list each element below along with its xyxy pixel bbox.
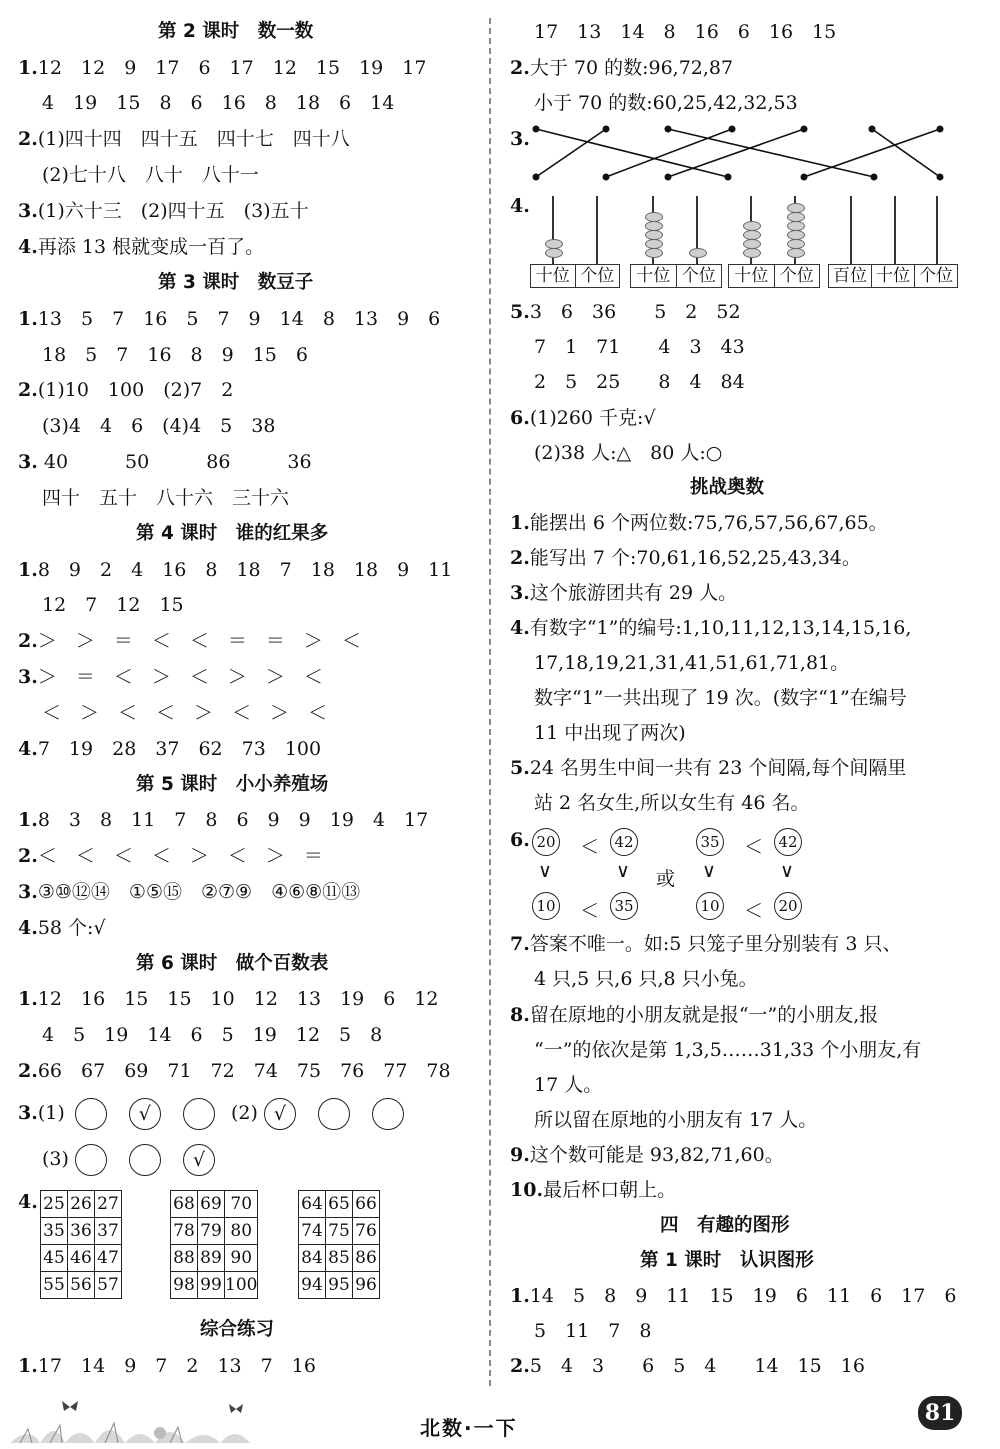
circled-number: 20 (774, 892, 802, 920)
grid-row (41, 1245, 122, 1272)
greater-than-sign: ∨ (780, 860, 794, 882)
question-number: 7. (510, 933, 530, 955)
answer-line: 2 5 25 8 4 84 (534, 371, 745, 393)
answer-line (510, 509, 888, 537)
answer-line (18, 125, 350, 153)
answer-text: ＞ ＝ ＜ ＞ ＜ ＞ ＞ ＜ (37, 666, 323, 688)
question-number: 4. (18, 1191, 38, 1213)
question-number: 1. (18, 809, 38, 831)
greater-than-sign: ∨ (538, 860, 552, 882)
section-heading: 第 3 课时 数豆子 (158, 272, 314, 293)
answer-text: 24 名男生中间一共有 23 个间隔,每个间隔里 (529, 757, 907, 779)
grid-cell: 85 (326, 1245, 353, 1272)
answer-text: 能摆出 6 个两位数:75,76,57,56,67,65。 (529, 512, 888, 534)
page-number: 81 (918, 1396, 962, 1430)
answer-text: 17 14 9 7 2 13 7 16 (37, 1355, 316, 1377)
question-number: 3. (18, 1102, 38, 1124)
answer-line (18, 556, 452, 584)
place-label: 个位 (919, 266, 953, 286)
answer-text: 7 19 28 37 62 73 100 (37, 738, 322, 760)
grid-cell: 55 (41, 1272, 68, 1299)
part-label: (3) (42, 1148, 69, 1170)
section-heading: 综合练习 (200, 1319, 275, 1340)
grid-row (299, 1245, 380, 1272)
circled-number: 42 (774, 828, 802, 856)
grid-row (171, 1245, 258, 1272)
grid-cell: 100 (225, 1272, 258, 1299)
checked-circle: √ (264, 1098, 296, 1130)
answer-line (18, 233, 264, 261)
book-subject-label: 北数·一下 (420, 1416, 518, 1440)
grid-cell: 78 (171, 1218, 198, 1245)
place-label: 十位 (531, 265, 576, 287)
less-than-sign: ＜ (580, 900, 600, 922)
question-number: 1. (18, 57, 38, 79)
circled-number: 20 (532, 828, 560, 856)
greater-than-sign: ∨ (616, 860, 630, 882)
grid-cell: 80 (225, 1218, 258, 1245)
question-number: 1. (18, 1355, 38, 1377)
answer-line (510, 125, 530, 153)
grid-cell: 99 (198, 1272, 225, 1299)
answer-text: ＞ ＞ ＝ ＜ ＜ ＝ ＝ ＞ ＜ (37, 630, 361, 652)
answer-line (510, 1352, 865, 1380)
answer-line (510, 1141, 784, 1169)
answer-line (510, 1282, 956, 1310)
section-heading: 第 2 课时 数一数 (158, 21, 314, 42)
question-number: 1. (18, 988, 38, 1010)
grid-row (299, 1272, 380, 1299)
answer-line: 站 2 名女生,所以女生有 46 名。 (534, 792, 810, 814)
grid-cell: 56 (68, 1272, 95, 1299)
answer-line (510, 192, 530, 220)
circled-number: 35 (696, 828, 724, 856)
grid-cell: 95 (326, 1272, 353, 1299)
question-number: 6. (510, 829, 530, 851)
answer-text: 58 个:√ (37, 917, 106, 939)
answer-line (510, 826, 530, 854)
question-number: 3. (18, 200, 38, 222)
answer-line: 数字“1”一共出现了 19 次。(数字“1”在编号 (534, 687, 907, 709)
question-number: 1. (510, 512, 530, 534)
grid-cell: 68 (171, 1191, 198, 1218)
question-number: 1. (18, 559, 38, 581)
grid-row (299, 1218, 380, 1245)
grid-cell: 26 (68, 1191, 95, 1218)
empty-circle (129, 1144, 161, 1176)
section-heading: 挑战奥数 (690, 477, 765, 498)
answer-text: (1)四十四 四十五 四十七 四十八 (37, 128, 350, 150)
answer-line (510, 614, 911, 642)
question-number: 2. (18, 845, 38, 867)
answer-text: ③⑩⑫⑭ ①⑤⑮ ②⑦⑨ ④⑥⑧⑪⑬ (37, 881, 361, 903)
answer-line (18, 1188, 38, 1216)
answer-text: 留在原地的小朋友就是报“一”的小朋友,报 (529, 1004, 879, 1026)
circled-number: 42 (610, 828, 638, 856)
answer-line (18, 1352, 316, 1380)
grid-row (41, 1191, 122, 1218)
answer-text: 14 5 8 9 11 15 19 6 11 6 17 6 (529, 1285, 957, 1307)
answer-text: 这个数可能是 93,82,71,60。 (529, 1144, 784, 1166)
answer-text: (1)10 100 (2)7 2 (37, 379, 234, 401)
answer-text: 答案不唯一。如:5 只笼子里分别装有 3 只、 (529, 933, 902, 955)
question-number: 3. (18, 666, 38, 688)
answer-text: 大于 70 的数:96,72,87 (529, 57, 734, 79)
answer-line: 11 中出现了两次) (534, 722, 686, 744)
circled-number: 10 (696, 892, 724, 920)
question-number: 4. (18, 236, 38, 258)
hundred-table-fragment (298, 1190, 380, 1299)
question-number: 2. (18, 630, 38, 652)
answer-line (18, 627, 361, 655)
grid-row (171, 1218, 258, 1245)
grid-cell: 27 (95, 1191, 122, 1218)
column-divider (489, 18, 491, 1386)
abacus (728, 192, 820, 288)
section-heading: 第 5 课时 小小养殖场 (136, 774, 329, 795)
grid-cell: 64 (299, 1191, 326, 1218)
grid-cell: 70 (225, 1191, 258, 1218)
question-number: 8. (510, 1004, 530, 1026)
question-number: 4. (510, 195, 530, 217)
answer-text: 66 67 69 71 72 74 75 76 77 78 (37, 1060, 451, 1082)
answer-line (18, 806, 428, 834)
answer-text: 3 6 36 5 2 52 (529, 301, 741, 323)
question-number: 1. (510, 1285, 530, 1307)
grid-cell: 66 (353, 1191, 380, 1218)
grid-row (41, 1272, 122, 1299)
question-number: 1. (18, 308, 38, 330)
grid-cell: 45 (41, 1245, 68, 1272)
answer-line: (2)七十八 八十 八十一 (42, 164, 259, 186)
less-than-sign: ＜ (744, 900, 764, 922)
section-heading: 第 6 课时 做个百数表 (136, 953, 329, 974)
question-number: 2. (510, 57, 530, 79)
grid-cell: 88 (171, 1245, 198, 1272)
question-number: 3. (510, 582, 530, 604)
checked-circle: √ (129, 1098, 161, 1130)
grid-cell: 65 (326, 1191, 353, 1218)
answer-line (510, 54, 733, 82)
question-number: 2. (18, 379, 38, 401)
grid-cell: 90 (225, 1245, 258, 1272)
answer-text: 这个旅游团共有 29 人。 (529, 582, 738, 604)
question-number: 4. (18, 917, 38, 939)
place-label: 百位 (829, 265, 872, 287)
circled-number: 35 (610, 892, 638, 920)
answer-line (18, 842, 323, 870)
part-label: (2) (230, 1102, 258, 1124)
empty-circle (318, 1098, 350, 1130)
answer-text: 5 4 3 6 5 4 14 15 16 (529, 1355, 865, 1377)
answer-line (510, 579, 737, 607)
grid-cell: 84 (299, 1245, 326, 1272)
place-label: 个位 (681, 266, 716, 286)
answer-line: “一”的依次是第 1,3,5……31,33 个小朋友,有 (534, 1039, 922, 1061)
grid-cell: 96 (353, 1272, 380, 1299)
question-number: 5. (510, 757, 530, 779)
answer-line (18, 663, 323, 691)
place-label: 十位 (729, 265, 775, 287)
question-number: 10. (510, 1179, 544, 1201)
answer-text: 8 3 8 11 7 8 6 9 9 19 4 17 (37, 809, 429, 831)
answer-text: 12 12 9 17 6 17 12 15 19 17 (37, 57, 427, 79)
place-label: 个位 (580, 266, 615, 286)
answer-line: 所以留在原地的小朋友有 17 人。 (534, 1109, 818, 1131)
less-than-sign: ＜ (744, 836, 764, 858)
unit-heading: 四 有趣的图形 (660, 1215, 790, 1236)
place-label: 个位 (779, 266, 814, 286)
circle-answer-line (18, 1144, 215, 1180)
grid-cell: 86 (353, 1245, 380, 1272)
grid-cell: 47 (95, 1245, 122, 1272)
grid-cell: 98 (171, 1272, 198, 1299)
answer-text: ＜ ＜ ＜ ＜ ＞ ＜ ＞ ＝ (37, 845, 323, 867)
question-number: 3. (18, 451, 38, 473)
answer-line (18, 305, 440, 333)
grid-row (299, 1191, 380, 1218)
answer-line: 17 13 14 8 16 6 16 15 (534, 21, 837, 43)
answer-line (510, 1001, 878, 1029)
checked-circle: √ (183, 1144, 215, 1176)
answer-line (18, 985, 439, 1013)
greater-than-sign: ∨ (702, 860, 716, 882)
answer-line (18, 448, 312, 476)
empty-circle (372, 1098, 404, 1130)
answer-text: 12 16 15 15 10 12 13 19 6 12 (37, 988, 439, 1010)
circle-answer-line (18, 1098, 404, 1134)
answer-text: 13 5 7 16 5 7 9 14 8 13 9 6 (37, 308, 441, 330)
answer-line (18, 54, 426, 82)
question-number: 2. (510, 1355, 530, 1377)
question-number: 4. (510, 617, 530, 639)
question-number: 2. (510, 547, 530, 569)
question-number: 6. (510, 407, 530, 429)
question-number: 2. (18, 1060, 38, 1082)
abacus (630, 192, 722, 288)
grid-cell: 46 (68, 1245, 95, 1272)
empty-circle (75, 1098, 107, 1130)
answer-text: 有数字“1”的编号:1,10,11,12,13,14,15,16, (529, 617, 912, 639)
answer-line: ＜ ＞ ＜ ＜ ＞ ＜ ＞ ＜ (42, 702, 328, 724)
question-number: 4. (18, 738, 38, 760)
answer-line (18, 376, 233, 404)
answer-line (18, 1057, 451, 1085)
answer-line: (2)38 人:△ 80 人:○ (534, 442, 723, 464)
circled-number: 10 (532, 892, 560, 920)
grid-cell: 76 (353, 1218, 380, 1245)
grid-cell: 79 (198, 1218, 225, 1245)
answer-line (18, 878, 360, 906)
answer-line (510, 404, 656, 432)
hundred-table-fragment (40, 1190, 122, 1299)
grid-cell: 57 (95, 1272, 122, 1299)
grid-cell: 25 (41, 1191, 68, 1218)
answer-text: (1)六十三 (2)四十五 (3)五十 (37, 200, 309, 222)
grid-cell: 74 (299, 1218, 326, 1245)
answer-line: 17,18,19,21,31,41,51,61,71,81。 (534, 652, 850, 674)
answer-line: 4 5 19 14 6 5 19 12 5 8 (42, 1024, 383, 1046)
empty-circle (75, 1144, 107, 1176)
grid-cell: 69 (198, 1191, 225, 1218)
answer-text: 8 9 2 4 16 8 18 7 18 18 9 11 (37, 559, 453, 581)
answer-text: 能写出 7 个:70,61,16,52,25,43,34。 (529, 547, 861, 569)
grid-cell: 94 (299, 1272, 326, 1299)
abacus (530, 192, 620, 288)
question-number: 3. (510, 128, 530, 150)
part-label: (1) (37, 1102, 65, 1124)
answer-text: 40 50 86 36 (37, 451, 312, 473)
answer-line (18, 914, 106, 942)
answer-line: 4 19 15 8 6 16 8 18 6 14 (42, 92, 395, 114)
answer-line: 18 5 7 16 8 9 15 6 (42, 344, 308, 366)
or-label: 或 (656, 868, 676, 890)
grid-row (171, 1272, 258, 1299)
answer-line: 7 1 71 4 3 43 (534, 336, 745, 358)
grid-cell: 36 (68, 1218, 95, 1245)
place-label: 十位 (872, 265, 915, 287)
grid-row (41, 1218, 122, 1245)
answer-line (18, 735, 321, 763)
question-number: 2. (18, 128, 38, 150)
less-than-sign: ＜ (580, 836, 600, 858)
grass-butterfly-decoration (10, 1395, 250, 1445)
answer-line (510, 1176, 676, 1204)
answer-line: 四十 五十 八十六 三十六 (42, 487, 290, 509)
answer-line (510, 298, 741, 326)
grid-cell: 89 (198, 1245, 225, 1272)
answer-line (510, 930, 902, 958)
answer-line: 4 只,5 只,6 只,8 只小兔。 (534, 968, 758, 990)
comparison-diagram (532, 826, 832, 926)
grid-cell: 75 (326, 1218, 353, 1245)
question-number: 5. (510, 301, 530, 323)
answer-line: (3)4 4 6 (4)4 5 38 (42, 415, 276, 437)
place-label: 十位 (631, 265, 677, 287)
answer-line: 12 7 12 15 (42, 594, 184, 616)
question-number: 9. (510, 1144, 530, 1166)
section-heading: 第 4 课时 谁的红果多 (136, 523, 329, 544)
answer-line: 5 11 7 8 (534, 1320, 652, 1342)
answer-text: (1)260 千克:√ (529, 407, 656, 429)
grid-cell: 35 (41, 1218, 68, 1245)
hundred-table-fragment (170, 1190, 258, 1299)
grid-row (171, 1191, 258, 1218)
answer-line (510, 754, 906, 782)
section-heading: 第 1 课时 认识图形 (640, 1250, 814, 1271)
answer-line: 17 人。 (534, 1074, 603, 1096)
answer-text: 再添 13 根就变成一百了。 (37, 236, 265, 258)
question-number: 3. (18, 881, 38, 903)
grid-cell: 37 (95, 1218, 122, 1245)
answer-line (18, 197, 309, 225)
matching-lines-diagram (532, 122, 952, 184)
empty-circle (183, 1098, 215, 1130)
answer-line: 小于 70 的数:60,25,42,32,53 (534, 92, 798, 114)
abacus (828, 192, 958, 288)
answer-text: 最后杯口朝上。 (543, 1179, 677, 1201)
answer-line (510, 544, 861, 572)
